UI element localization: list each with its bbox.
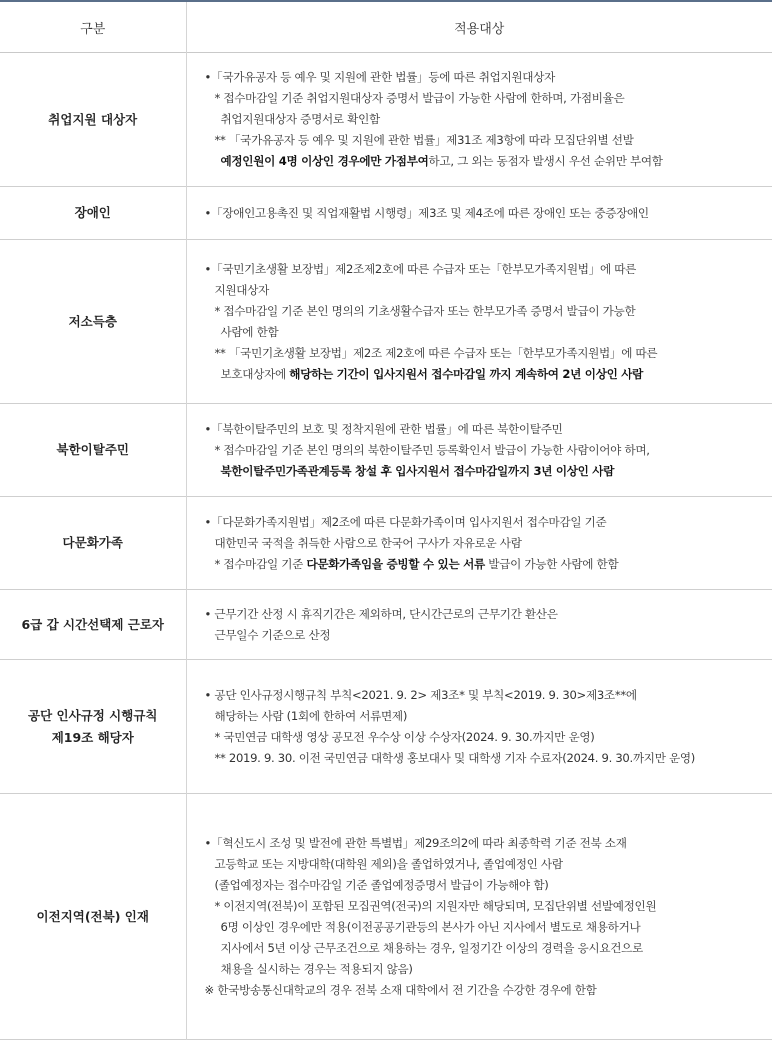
category-line: 공단 인사규정 시행규칙 (28, 707, 158, 723)
line-text: ※ 한국방송통신대학교의 경우 전북 소재 대학에서 전 기간을 수강한 경우에 한함 (204, 982, 597, 997)
line-text: 취업지원대상자 증명서로 확인함 (220, 112, 380, 126)
line-text: • 근무기간 산정 시 휴직기간은 제외하며, 단시간근로의 근무기간 환산은 (204, 606, 558, 621)
line-text: * 국민연금 대학생 영상 공모전 우수상 이상 수상자(2024. 9. 30.까지만 운영) (214, 729, 595, 744)
row-content (186, 497, 772, 590)
row-content (186, 187, 772, 240)
content-line (205, 343, 765, 364)
table-body (0, 53, 772, 1040)
row-content (186, 53, 772, 187)
line-text: ** 「국가유공자 등 예우 및 지원에 관한 법률」제31조 제3항에 따라 모집단위별 선발 (214, 133, 634, 147)
table-row (0, 497, 772, 590)
table-row (0, 187, 772, 240)
category-line: 제19조 해당자 (51, 729, 134, 745)
table-row (0, 53, 772, 187)
content-line (205, 896, 765, 917)
content-line (205, 322, 765, 343)
line-text: (졸업예정자는 접수마감일 기준 졸업예정증명서 발급이 가능해야 함) (214, 877, 549, 892)
row-category (0, 404, 186, 497)
content-line (205, 625, 765, 646)
header-category: 구분 (0, 1, 186, 53)
line-text: 해당하는 사람 (1회에 한하여 서류면제) (214, 708, 408, 723)
content-line (205, 706, 765, 727)
emphasis-text: 해당하는 기간이 입사지원서 접수마감일 까지 계속하여 2년 이상인 사람 (289, 366, 644, 381)
line-text: ** 「국민기초생활 보장법」제2조 제2호에 따른 수급자 또는「한부모가족지원법」에 따른 (214, 345, 658, 360)
content-line (205, 533, 765, 554)
row-content (186, 240, 772, 404)
table-row (0, 404, 772, 497)
line-text: 지원대상자 (214, 282, 269, 297)
category-line: 다문화가족 (62, 535, 123, 550)
content-line (205, 280, 765, 301)
row-content (186, 794, 772, 1040)
line-text: 지사에서 5년 이상 근무조건으로 채용하는 경우, 일정기간 이상의 경력을 응시요건으로 (220, 940, 643, 955)
line-text: * 접수마감일 기준 (214, 556, 307, 571)
line-text: 보호대상자에 (220, 366, 290, 381)
row-category (0, 53, 186, 187)
table-row (0, 240, 772, 404)
category-line: 이전지역(전북) 인재 (36, 908, 149, 924)
content-line (205, 440, 765, 461)
category-line: 장애인 (74, 205, 111, 220)
table-header-row (0, 1, 772, 53)
content-line (205, 959, 765, 980)
row-category (0, 660, 186, 794)
line-text: •「국가유공자 등 예우 및 지원에 관한 법률」등에 따른 취업지원대상자 (204, 70, 555, 84)
line-text: 6명 이상인 경우에만 적용(이전공공기관등의 본사가 아닌 지사에서 별도로 채용하거나 (220, 919, 641, 934)
line-text: •「혁신도시 조성 및 발전에 관한 특별법」제29조의2에 따라 최종학력 기준 전북 소재 (204, 835, 627, 850)
line-text: • 공단 인사규정시행규칙 부칙<2021. 9. 2> 제3조* 및 부칙<2019. 9. 30>제3조**에 (204, 687, 637, 702)
content-line (205, 833, 765, 854)
category-line: 취업지원 대상자 (48, 111, 138, 127)
content-line (205, 854, 765, 875)
content-line (205, 419, 765, 440)
content-line (205, 875, 765, 896)
line-text: 발급이 가능한 사람에 한함 (484, 556, 619, 571)
row-category (0, 240, 186, 404)
line-text: * 이전지역(전북)이 포함된 모집권역(전국)의 지원자만 해당되며, 모집단위별 선발예정인원 (214, 898, 657, 913)
line-text: * 접수마감일 기준 본인 명의의 기초생활수급자 또는 한부모가족 증명서 발급이 가능한 (214, 303, 636, 318)
line-text: •「북한이탈주민의 보호 및 정착지원에 관한 법률」에 따른 북한이탈주민 (204, 421, 563, 436)
content-line (205, 259, 765, 280)
category-line: 북한이탈주민 (56, 442, 129, 457)
line-text: 채용을 실시하는 경우는 적용되지 않음) (220, 961, 413, 976)
content-line (205, 364, 765, 385)
emphasis-text: 북한이탈주민가족관계등록 창설 후 입사지원서 접수마감일까지 3년 이상인 사람 (220, 463, 615, 478)
table-row (0, 794, 772, 1040)
row-category (0, 497, 186, 590)
row-category (0, 590, 186, 660)
table-row (0, 660, 772, 794)
content-line (205, 88, 765, 109)
content-line (205, 67, 765, 88)
content-line (205, 604, 765, 625)
content-line (205, 151, 765, 172)
row-content (186, 404, 772, 497)
line-text: •「장애인고용촉진 및 직업재활법 시행령」제3조 및 제4조에 따른 장애인 또는 중증장애인 (204, 205, 649, 220)
line-text: ** 2019. 9. 30. 이전 국민연금 대학생 홍보대사 및 대학생 기자 수료자(2024. 9. 30.까지만 운영) (214, 750, 696, 765)
row-category (0, 187, 186, 240)
emphasis-text: 예정인원이 4명 이상인 경우에만 가점부여 (220, 154, 429, 168)
row-category (0, 794, 186, 1040)
line-text: •「국민기초생활 보장법」제2조제2호에 따른 수급자 또는「한부모가족지원법」에 따른 (204, 261, 637, 276)
content-line (205, 203, 765, 224)
line-text: •「다문화가족지원법」제2조에 따른 다문화가족이며 입사지원서 접수마감일 기준 (204, 514, 607, 529)
content-line (205, 301, 765, 322)
content-line (205, 461, 765, 482)
row-content (186, 590, 772, 660)
table-row (0, 590, 772, 660)
content-line (205, 727, 765, 748)
header-target: 적용대상 (186, 1, 772, 53)
content-line (205, 917, 765, 938)
content-line (205, 938, 765, 959)
line-text: 고등학교 또는 지방대학(대학원 제외)을 졸업하였거나, 졸업예정인 사람 (214, 856, 563, 871)
emphasis-text: 다문화가족임을 증빙할 수 있는 서류 (306, 556, 485, 571)
line-text: * 접수마감일 기준 취업지원대상자 증명서 발급이 가능한 사람에 한하며, 가점비율은 (214, 91, 625, 105)
line-text: 하고, 그 외는 동점자 발생시 우선 순위만 부여함 (428, 154, 663, 168)
content-line (205, 554, 765, 575)
content-line (205, 748, 765, 769)
content-line (205, 980, 765, 1001)
line-text: 근무일수 기준으로 산정 (214, 627, 331, 642)
content-line (205, 130, 765, 151)
category-line: 6급 갑 시간선택제 근로자 (21, 616, 164, 632)
line-text: 사람에 한함 (220, 324, 279, 339)
line-text: 대한민국 국적을 취득한 사람으로 한국어 구사가 자유로운 사람 (214, 535, 522, 550)
category-line: 저소득층 (68, 313, 117, 329)
content-line (205, 109, 765, 130)
content-line (205, 512, 765, 533)
row-content (186, 660, 772, 794)
content-line (205, 685, 765, 706)
line-text: * 접수마감일 기준 본인 명의의 북한이탈주민 등록확인서 발급이 가능한 사람이어야 하며, (214, 442, 650, 457)
